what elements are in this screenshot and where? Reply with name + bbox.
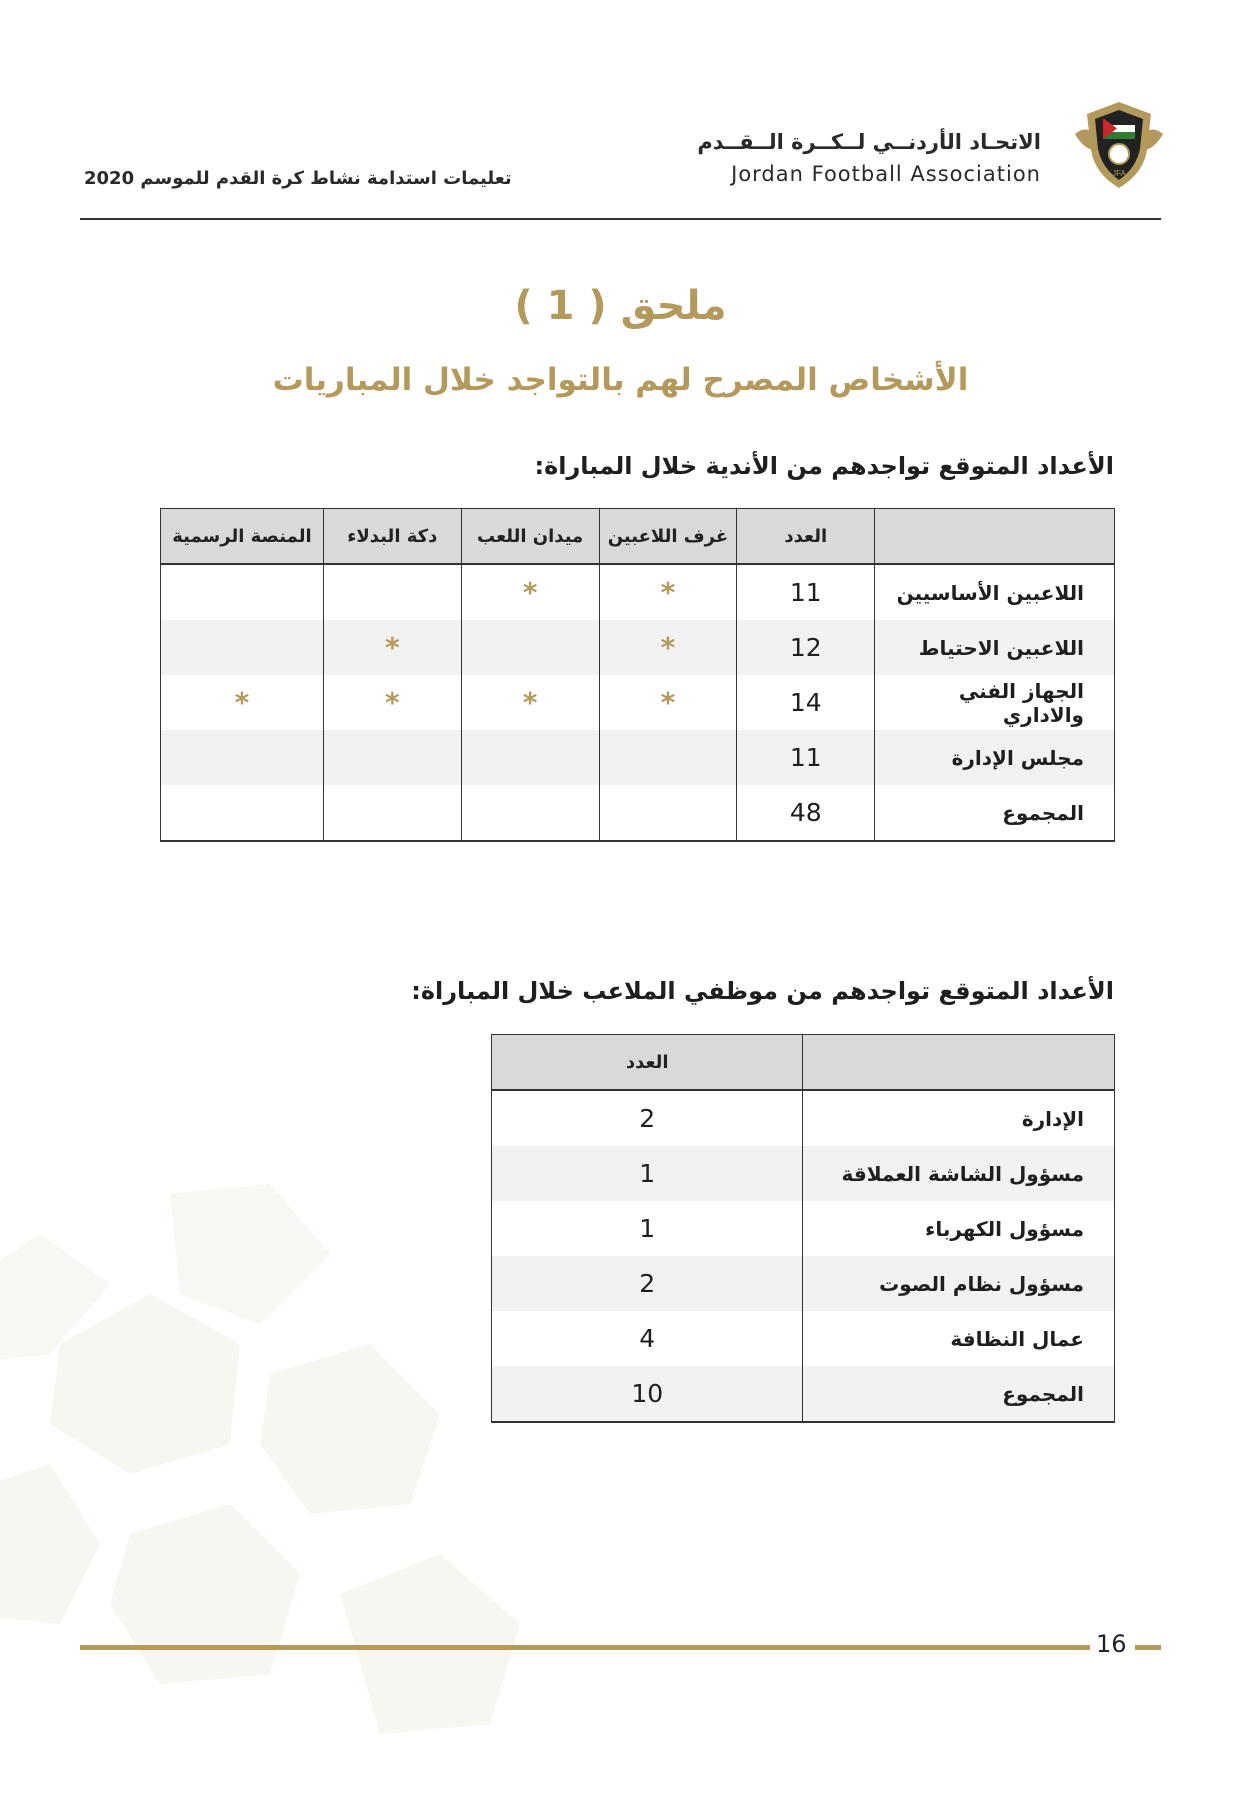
table-row [161,620,1115,675]
asterisk-mark: * [461,564,599,620]
asterisk-mark [161,620,324,675]
row-label: مسؤول الكهرباء [803,1201,1115,1256]
row-label: الإدارة [803,1090,1115,1146]
row-label: المجموع [875,785,1115,841]
annex-subtitle: الأشخاص المصرح لهم بالتواجد خلال المباريات [272,362,969,398]
column-header: دكة البدلاء [323,509,461,565]
header-divider [80,218,1161,220]
asterisk-mark: * [161,675,324,730]
footer-divider [80,1645,1090,1650]
page-number: 16 [1096,1630,1127,1658]
column-header: المنصة الرسمية [161,509,324,565]
asterisk-mark [161,785,324,841]
asterisk-mark [599,785,737,841]
association-name-arabic: الاتحـاد الأردنــي لــكــرة الــقــدم [697,130,1041,154]
asterisk-mark [323,785,461,841]
table-total-row [492,1366,1115,1422]
count-cell: 1 [492,1201,803,1256]
jfa-logo [1073,94,1165,194]
asterisk-mark [599,730,737,785]
row-label: مسؤول الشاشة العملاقة [803,1146,1115,1201]
table-row [492,1311,1115,1366]
asterisk-mark [161,564,324,620]
document-title: تعليمات استدامة نشاط كرة القدم للموسم 2020 [84,168,512,189]
row-label: عمال النظافة [803,1311,1115,1366]
asterisk-mark: * [599,564,737,620]
asterisk-mark: * [323,675,461,730]
asterisk-mark [323,730,461,785]
row-label: اللاعبين الاحتياط [875,620,1115,675]
table-row [161,675,1115,730]
asterisk-mark [461,785,599,841]
table-header-row [492,1035,1115,1091]
count-cell: 11 [737,564,875,620]
table-row [161,730,1115,785]
count-cell: 4 [492,1311,803,1366]
row-label: اللاعبين الأساسيين [875,564,1115,620]
row-label: مسؤول نظام الصوت [803,1256,1115,1311]
table-row [492,1256,1115,1311]
count-cell: 2 [492,1090,803,1146]
association-name-english: Jordan Football Association [731,162,1041,186]
annex-title: ملحق ( 1 ) [514,283,727,329]
count-cell: 2 [492,1256,803,1311]
asterisk-mark: * [599,620,737,675]
count-cell: 10 [492,1366,803,1422]
column-header: غرف اللاعبين [599,509,737,565]
column-header [875,509,1115,565]
asterisk-mark [161,730,324,785]
column-header: العدد [737,509,875,565]
stadium-staff-section-heading: الأعداد المتوقع تواجدهم من موظفي الملاعب خلال المباراة: [411,977,1114,1005]
count-cell: 12 [737,620,875,675]
stadium-staff-table [491,1034,1115,1423]
asterisk-mark: * [599,675,737,730]
table-row [161,564,1115,620]
clubs-section-heading: الأعداد المتوقع تواجدهم من الأندية خلال المباراة: [534,452,1114,480]
footer-dash [1135,1645,1161,1650]
table-row [492,1090,1115,1146]
table-row [492,1146,1115,1201]
row-label: الجهاز الفني والاداري [875,675,1115,730]
asterisk-mark: * [461,675,599,730]
row-label: مجلس الإدارة [875,730,1115,785]
table-total-row [161,785,1115,841]
table-header-row [161,509,1115,565]
page-header [0,0,1241,224]
table-row [492,1201,1115,1256]
asterisk-mark: * [323,620,461,675]
count-cell: 11 [737,730,875,785]
clubs-attendance-table [160,508,1115,842]
asterisk-mark [461,620,599,675]
logo-text: JFA [1112,169,1126,178]
column-header: ميدان اللعب [461,509,599,565]
count-cell: 48 [737,785,875,841]
column-header: العدد [492,1035,803,1091]
count-cell: 14 [737,675,875,730]
count-cell: 1 [492,1146,803,1201]
asterisk-mark [461,730,599,785]
column-header [803,1035,1115,1091]
asterisk-mark [323,564,461,620]
row-label: المجموع [803,1366,1115,1422]
